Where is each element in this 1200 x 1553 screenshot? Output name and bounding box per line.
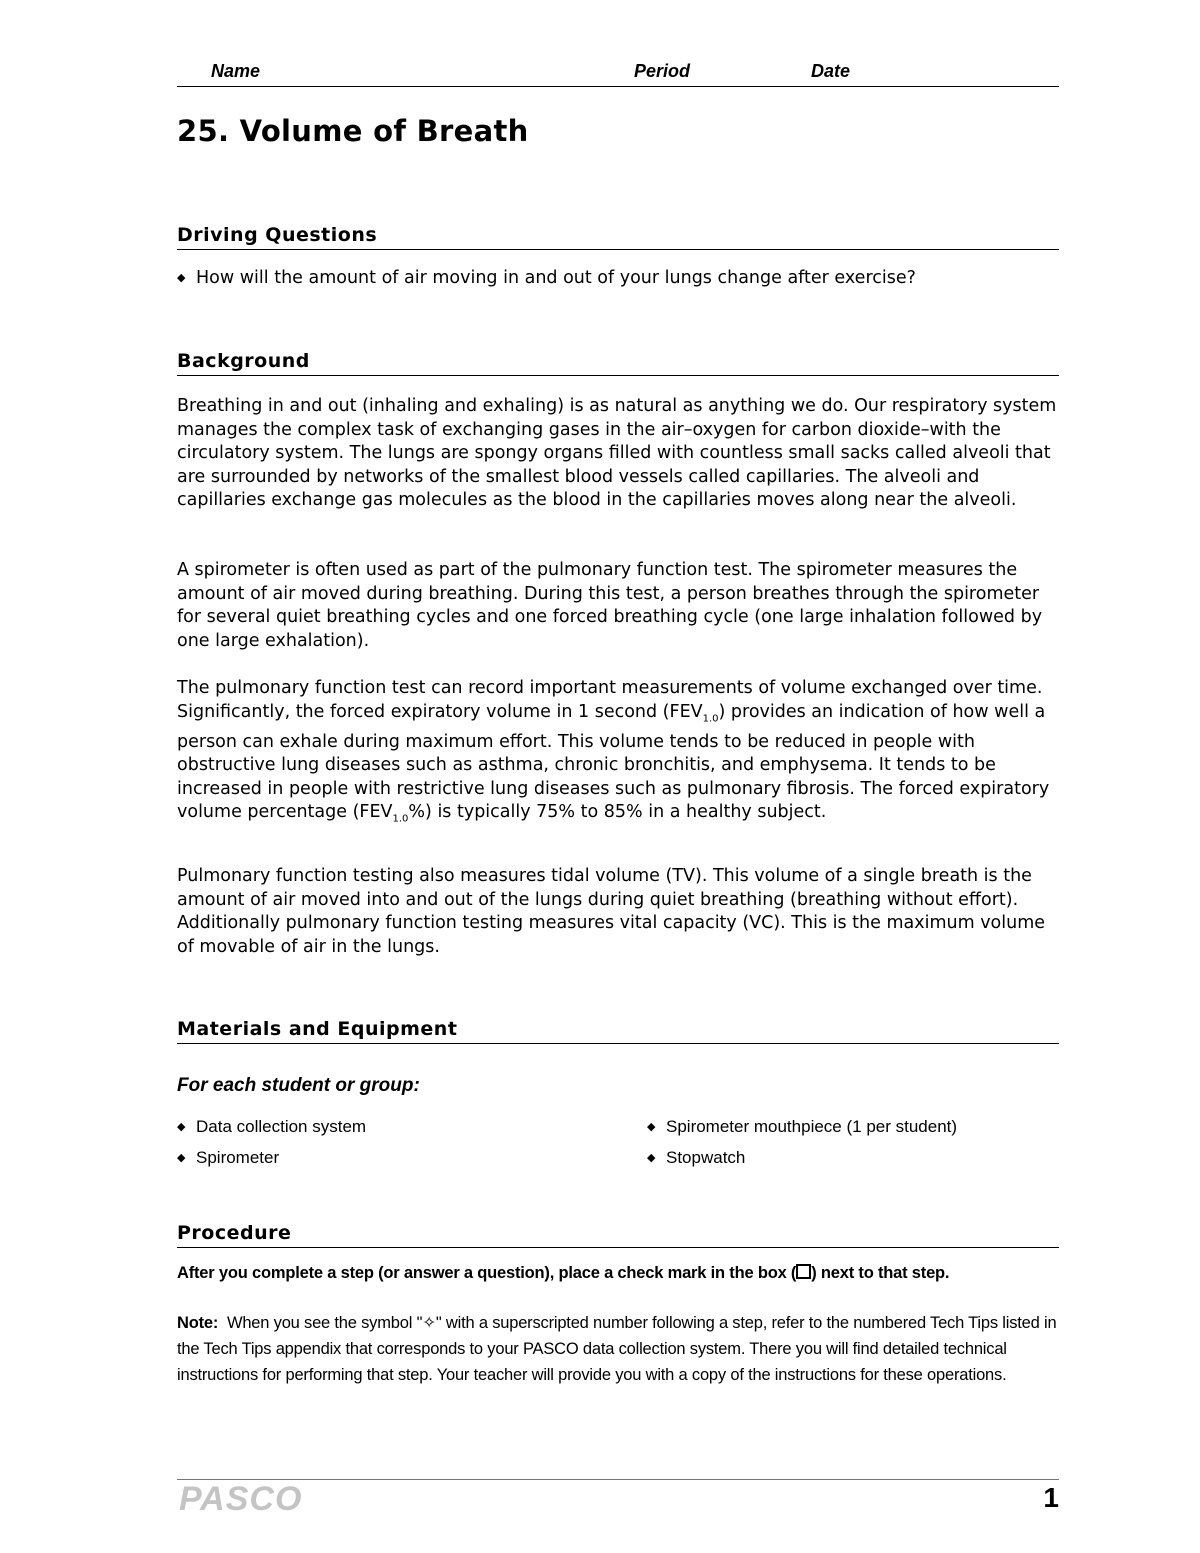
background-paragraph-2: A spirometer is often used as part of the pulmonary function test. The spirometer measures the amount of air moved during breathing. During this test, a person breathes through the spirometer for several quiet breathing cycles and one forced breathing cycle (one large inhalation followed by one large exhalation). <box>177 560 1043 651</box>
diamond-bullet-icon: ◆ <box>177 271 186 284</box>
diamond-bullet-icon: ◆ <box>177 1152 186 1164</box>
checkbox-icon <box>796 1264 811 1279</box>
pasco-logo: PASCO <box>179 1480 303 1518</box>
name-label: Name <box>211 61 261 81</box>
material-item-label: Data collection system <box>196 1117 367 1136</box>
background-paragraph-1: Breathing in and out (inhaling and exhaling) is as natural as anything we do. Our respiratory system manages the complex task of exchanging gases in the air–oxygen for carbon dioxide–with the circulatory system. The lungs are spongy organs filled with countless small sacks called alveoli that are surrounded by networks of the smallest blood vessels called capillaries. The alveoli and capillaries exchange gas molecules as the blood in the capillaries moves along near the alveoli. <box>177 396 1057 510</box>
material-item <box>647 1148 745 1168</box>
driving-questions-heading: Driving Questions <box>177 224 1059 250</box>
page-title: 25. Volume of Breath <box>177 114 529 148</box>
date-label: Date <box>811 61 851 81</box>
driving-question-text: How will the amount of air moving in and out of your lungs change after exercise? <box>196 268 916 288</box>
fev-subscript: 1.0 <box>392 813 409 825</box>
procedure-instruction <box>177 1264 949 1283</box>
footer-divider <box>177 1479 1059 1480</box>
background-paragraph-3 <box>177 677 1059 831</box>
material-item-label: Stopwatch <box>666 1148 746 1167</box>
worksheet-page <box>177 0 1059 1553</box>
materials-heading: Materials and Equipment <box>177 1018 1059 1044</box>
period-label: Period <box>634 61 691 81</box>
material-item <box>177 1117 366 1137</box>
material-item-label: Spirometer mouthpiece (1 per student) <box>666 1117 958 1136</box>
instruction-text: ) next to that step. <box>811 1264 950 1282</box>
p3-part-a: The pulmonary function test can record important measurements of volume exchanged over time. Significantly, the forced expiratory volume in 1 second (FEV <box>177 678 1043 722</box>
instruction-text: After you complete a step (or answer a question), place a check mark in the box ( <box>177 1264 797 1282</box>
note-text: When you see the symbol "✧" with a superscripted number following a step, refer to the numbered Tech Tips listed in the Tech Tips appendix that corresponds to your PASCO data collection system. There you will find detailed technical instructions for performing that step. Your teacher will provide you with a copy of the instructions for these operations. <box>177 1314 1057 1384</box>
student-info-header <box>177 60 1059 87</box>
material-item <box>647 1117 957 1137</box>
page-number: 1 <box>1043 1482 1059 1513</box>
p3-part-b: ) provides an indication of how well a person can exhale during maximum effort. This volume tends to be reduced in people with obstructive lung diseases such as asthma, chronic bronchitis, and emphysema. It tends to be increased in people with restrictive lung diseases such as pulmonary fibrosis. The forced expiratory volume percentage (FEV <box>177 701 1050 822</box>
materials-subheading: For each student or group: <box>177 1075 420 1096</box>
background-paragraph-4: Pulmonary function testing also measures tidal volume (TV). This volume of a single breath is the amount of air moved into and out of the lungs during quiet breathing (breathing without effort). Additionally pulmonary function testing measures vital capacity (VC). This is the maximum volume of movable of air in the lungs. <box>177 866 1046 957</box>
material-item <box>177 1148 279 1168</box>
background-heading: Background <box>177 350 1059 376</box>
tech-tips-note <box>177 1310 1059 1388</box>
note-label: Note: <box>177 1314 219 1332</box>
fev-subscript: 1.0 <box>702 713 719 724</box>
diamond-bullet-icon: ◆ <box>647 1152 656 1164</box>
procedure-heading: Procedure <box>177 1222 1059 1248</box>
diamond-bullet-icon: ◆ <box>647 1121 656 1133</box>
diamond-bullet-icon: ◆ <box>177 1121 186 1133</box>
p3-part-c: %) is typically 75% to 85% in a healthy subject. <box>408 802 827 822</box>
material-item-label: Spirometer <box>196 1148 280 1167</box>
driving-question-item <box>177 268 916 288</box>
